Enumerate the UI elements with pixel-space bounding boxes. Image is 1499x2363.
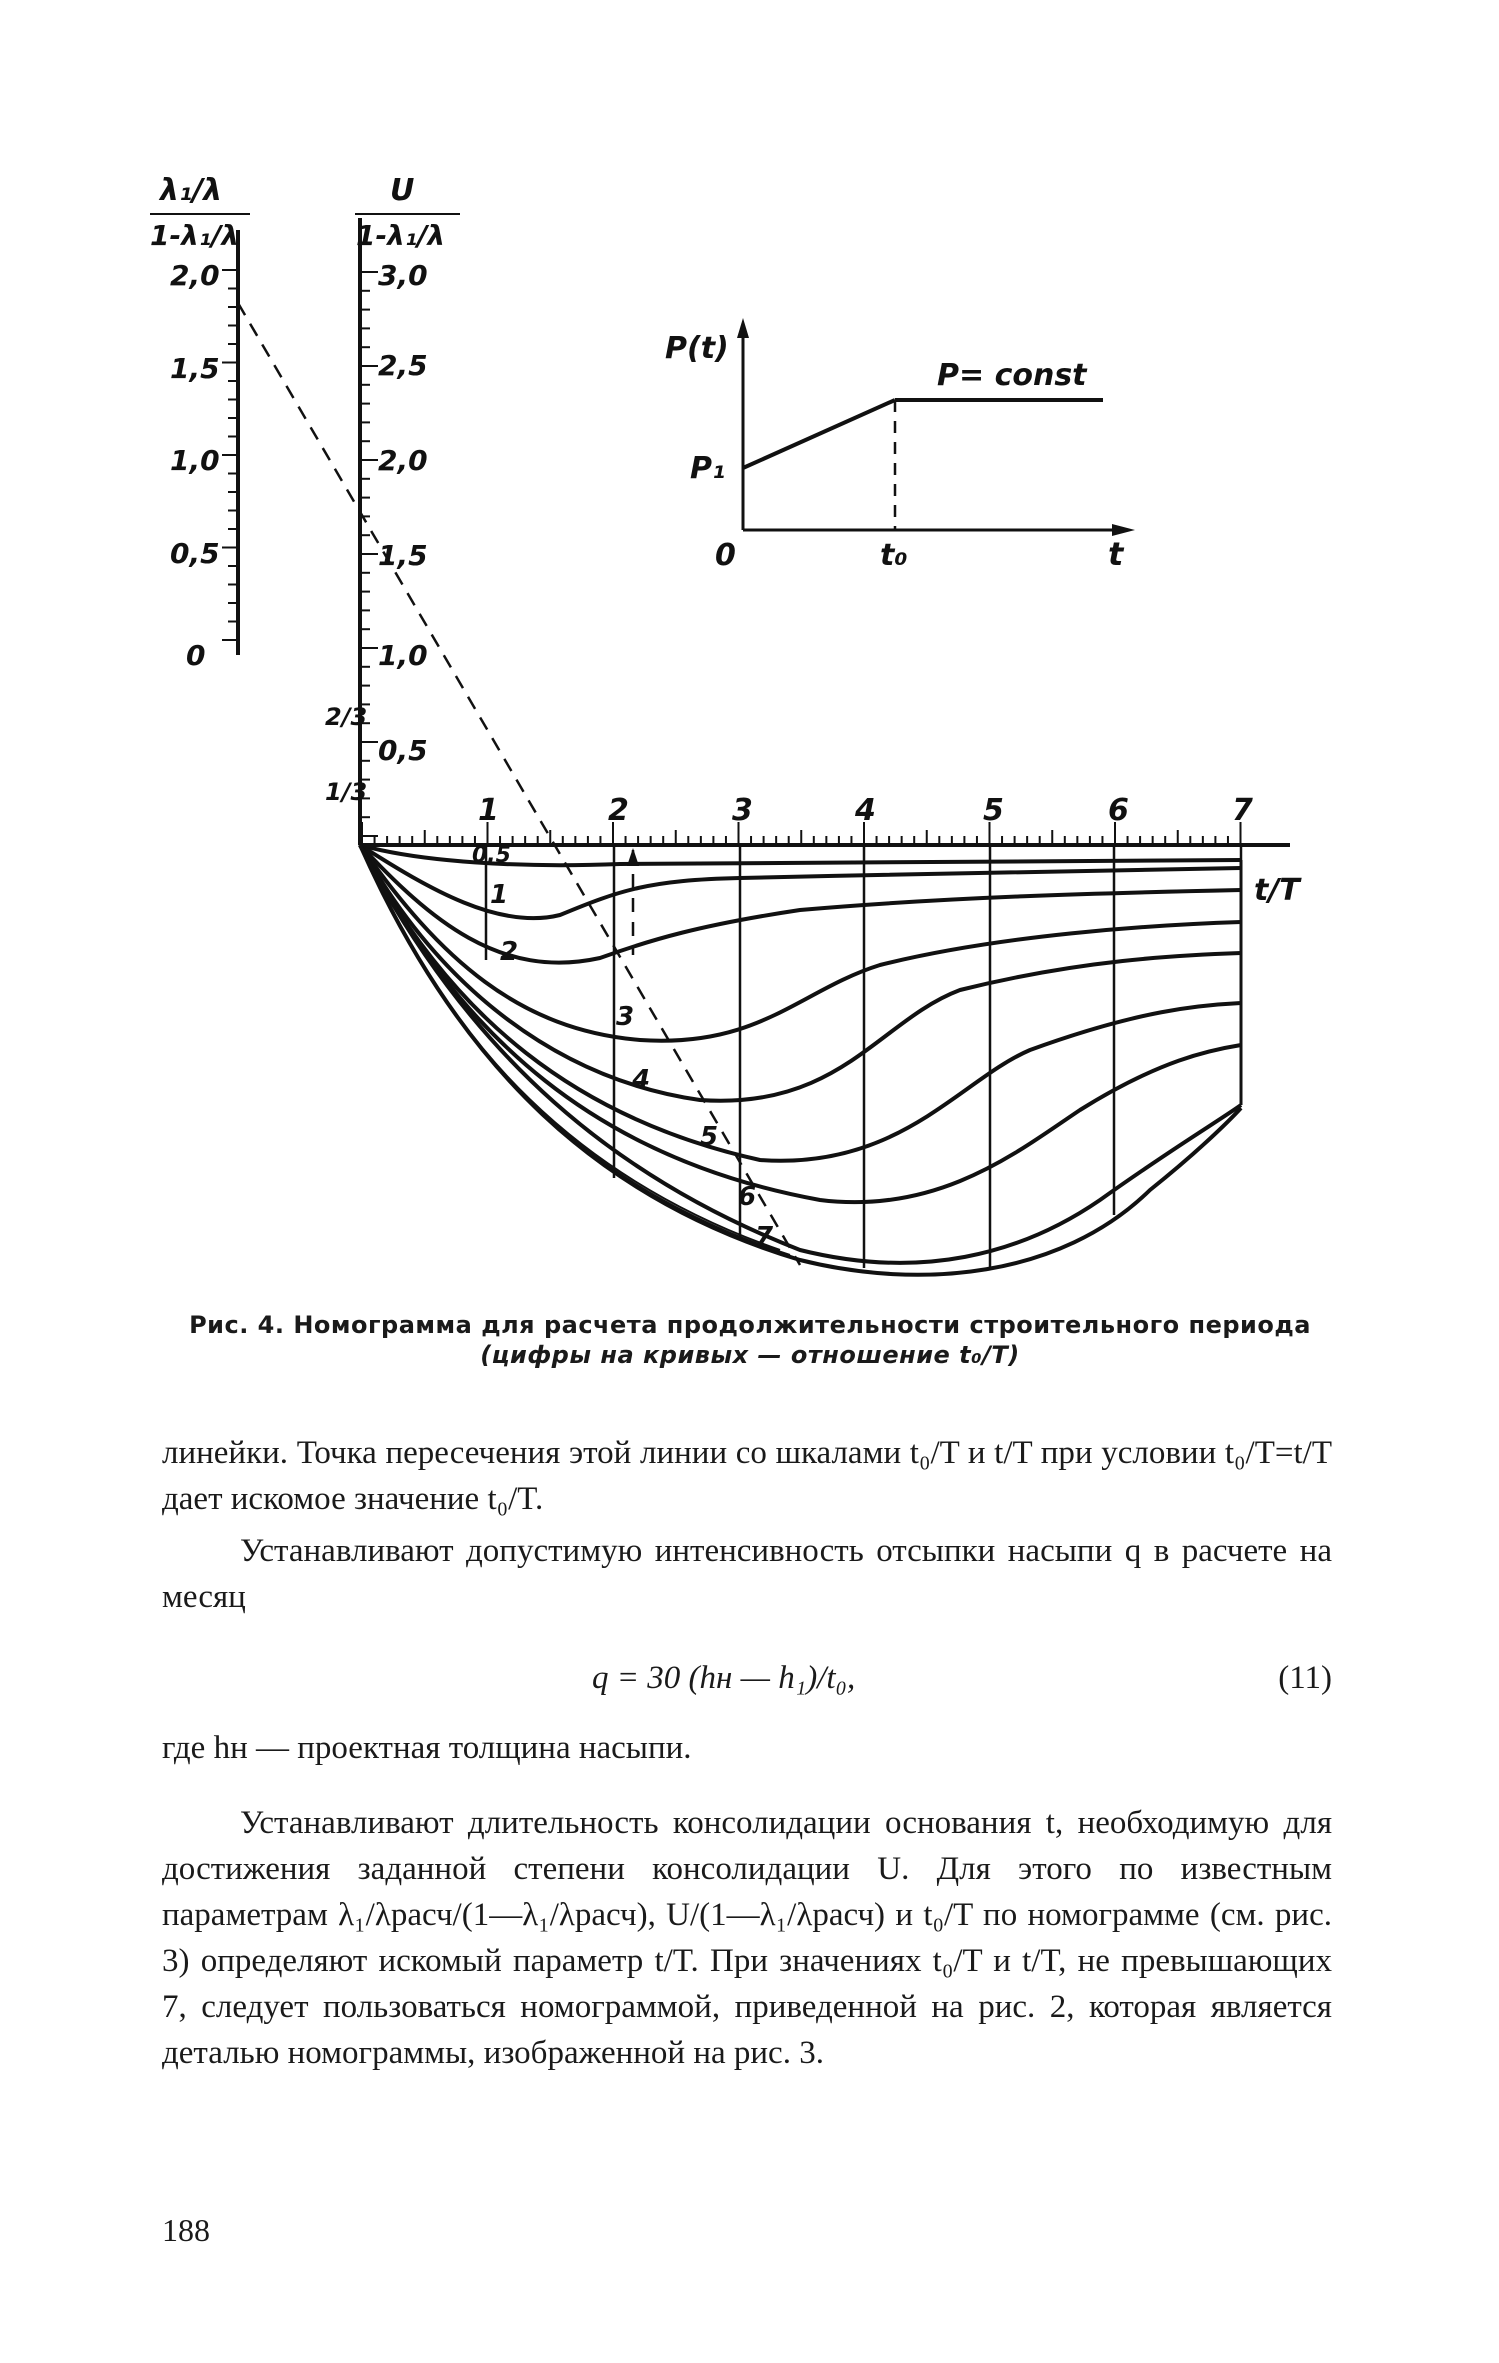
dashed-key-line — [238, 303, 800, 1265]
fraction-two-thirds: 2/3 — [325, 703, 368, 731]
left-scale-title-bottom: 1-λ₁/λ — [150, 219, 240, 252]
paragraph: Устанавливают длительность консолидации основания t, необходимую для достижения заданной степени консолидации U. Для этого по известным параметрам λ₁/λрасч/(1—λ₁/λрасч), U/(1—λ₁/λрасч) и t₀/T по номограмме (см. рис. 3) определяют искомый параметр t/T. При значениях t₀/T и t/T, не превышающих 7, следует пользоваться номограммой, приведенной на рис. 2, которая является деталью номограммы, изображенной на рис. 3. — [162, 1805, 1332, 2071]
inset-p1-label: P₁ — [690, 451, 726, 486]
inset-const-label: P= const — [937, 358, 1087, 393]
arrow-up-icon — [737, 318, 749, 338]
t-tick-label: 4 — [855, 793, 876, 828]
where-line — [162, 1725, 1332, 1771]
t-tick-label: 5 — [983, 793, 1004, 828]
t-tick-label: 1 — [478, 793, 499, 828]
middle-tick-label: 3,0 — [378, 259, 428, 292]
middle-tick-label: 1,0 — [378, 639, 428, 672]
vertical-grid — [486, 845, 1241, 1268]
caption-line-1: Рис. 4. Номограмма для расчета продолжительности строительного периода — [189, 1311, 1311, 1339]
left-tick-label: 1,5 — [170, 352, 220, 385]
body-text-block-2 — [162, 1800, 1332, 2076]
t-tick-label: 3 — [732, 793, 753, 828]
where-text: где hн — проектная толщина насыпи. — [162, 1730, 692, 1766]
curve-3 — [360, 845, 1241, 1041]
curve-label: 7 — [755, 1222, 774, 1252]
left-tick-label: 1,0 — [170, 444, 220, 477]
t-tick-label: 2 — [608, 793, 629, 828]
inset-graph — [665, 318, 1135, 573]
curve-label: 6 — [738, 1182, 757, 1212]
curve-label: 2 — [500, 937, 519, 967]
paragraph: линейки. Точка пересечения этой линии со шкалами t₀/T и t/T при условии t₀/T=t/T дает искомое значение t₀/T. — [162, 1435, 1332, 1517]
inset-t0-label: t₀ — [880, 538, 908, 573]
t-tick-label: 6 — [1108, 793, 1129, 828]
middle-tick-label: 2,5 — [378, 349, 428, 382]
middle-tick-label: 2,0 — [378, 444, 428, 477]
page-number: 188 — [162, 2212, 210, 2248]
inset-y-label: P(t) — [665, 331, 729, 366]
formula-expression: q = 30 (hн — h₁)/t₀, — [592, 1660, 856, 1696]
left-scale — [150, 173, 250, 672]
middle-scale — [325, 173, 460, 845]
middle-tick-label: 1,5 — [378, 539, 428, 572]
inset-t-label: t — [1108, 535, 1124, 573]
arrow-up-icon — [627, 848, 639, 866]
caption-line-2: (цифры на кривых — отношение t₀/T) — [480, 1341, 1020, 1369]
curve-label: 0,5 — [472, 843, 511, 868]
curve-label: 3 — [616, 1002, 635, 1032]
inset-origin-label: 0 — [715, 538, 736, 573]
curve-label: 1 — [490, 880, 509, 910]
figure-caption — [150, 1310, 1350, 1370]
curve-label: 5 — [700, 1122, 719, 1152]
t-axis-label: t/T — [1254, 873, 1300, 908]
middle-scale-title-bottom: 1-λ₁/λ — [356, 219, 446, 252]
left-tick-label: 0 — [186, 639, 206, 672]
left-tick-label: 0,5 — [170, 537, 220, 570]
left-scale-title-top: λ₁/λ — [160, 173, 223, 208]
body-text-block-1 — [162, 1430, 1332, 1620]
paragraph: Устанавливают допустимую интенсивность отсыпки насыпи q в расчете на месяц — [162, 1533, 1332, 1615]
formula-number: (11) — [1278, 1660, 1332, 1696]
middle-scale-title-top: U — [390, 173, 415, 208]
curve-label: 4 — [632, 1065, 651, 1095]
middle-tick-label: 0,5 — [378, 734, 428, 767]
fraction-one-third: 1/3 — [325, 778, 368, 806]
t-tick-label: 7 — [1232, 793, 1253, 828]
left-tick-label: 2,0 — [170, 259, 220, 292]
